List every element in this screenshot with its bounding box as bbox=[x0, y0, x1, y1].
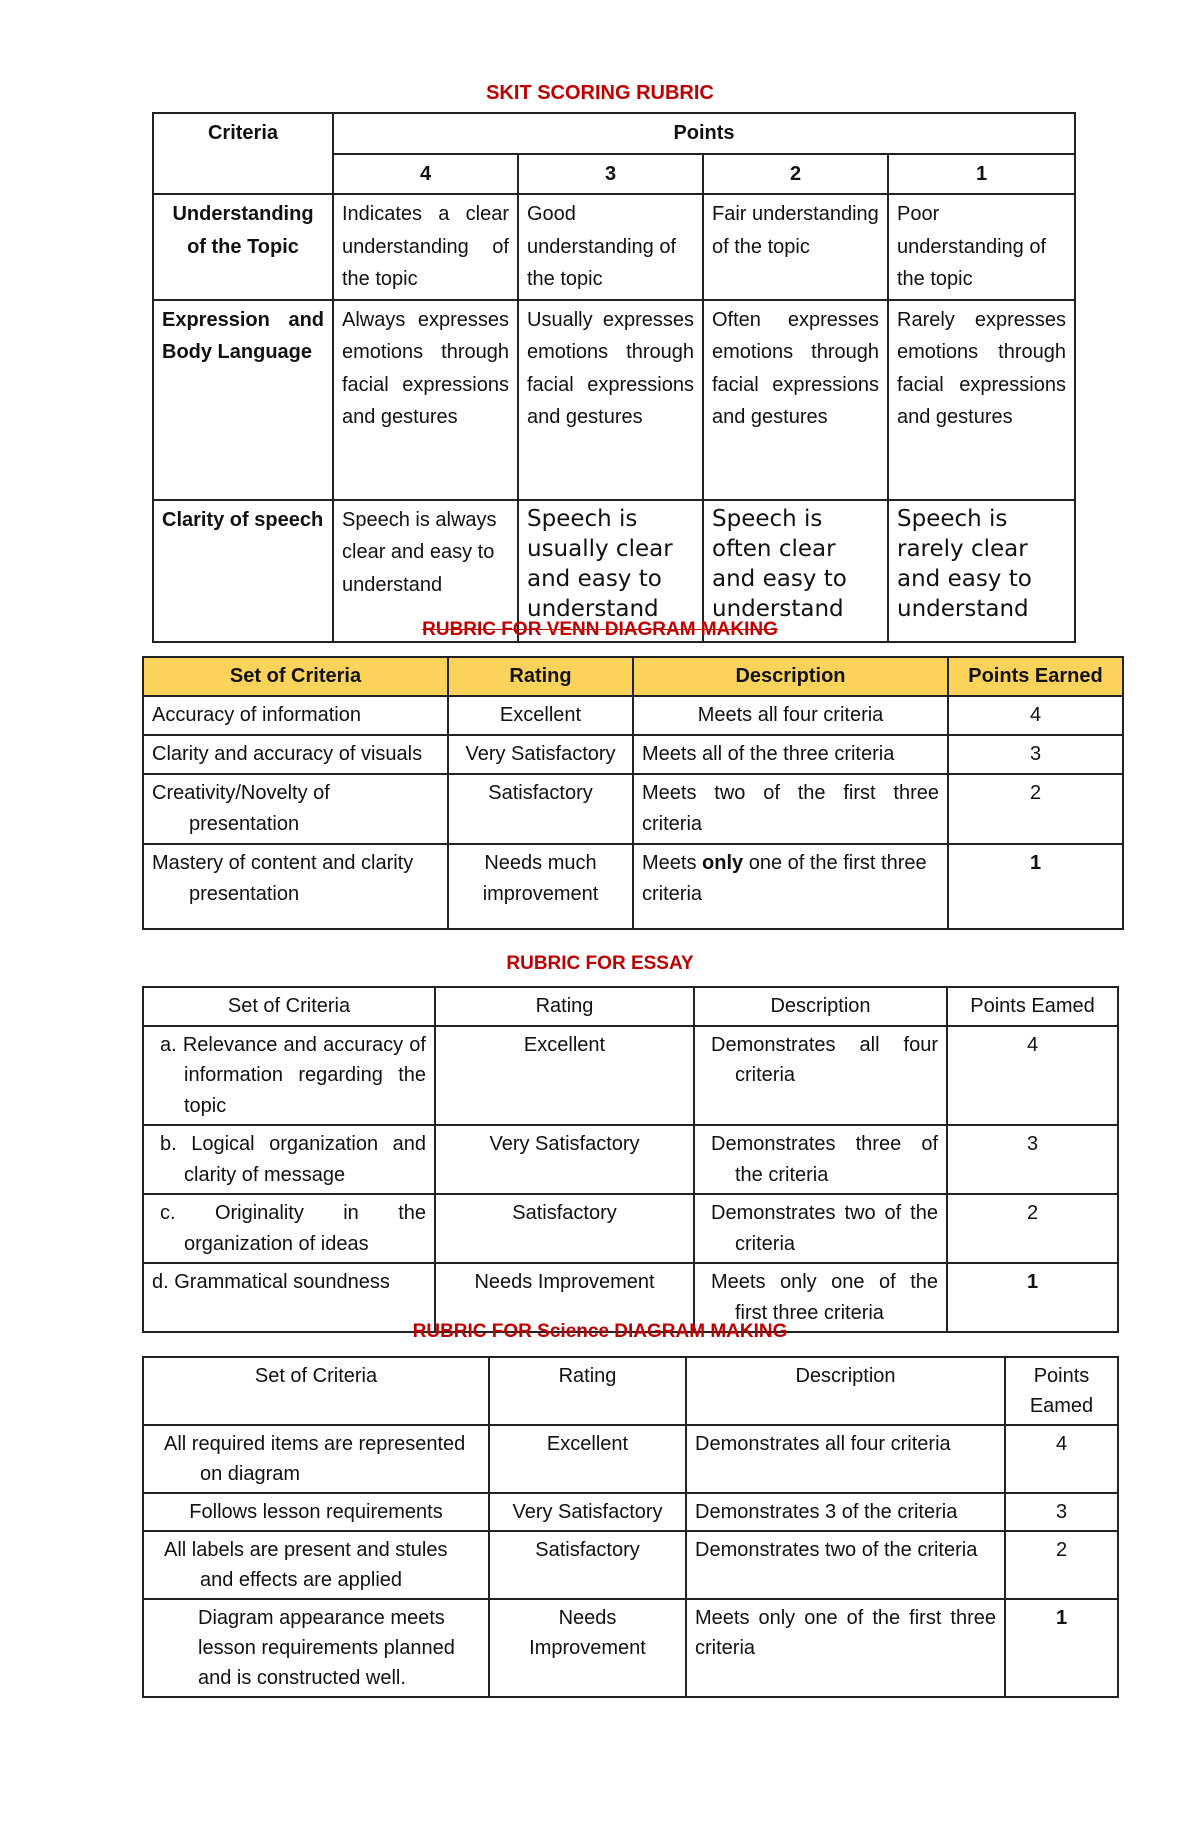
criteria-cell: a. Relevance and accuracy of information regarding the topic bbox=[143, 1026, 435, 1126]
description-cell: Demonstrates all four criteria bbox=[694, 1026, 947, 1126]
criteria-header: Criteria bbox=[153, 113, 333, 194]
description-emphasis: only bbox=[702, 852, 744, 874]
points-earned-header: Points Earned bbox=[948, 657, 1123, 696]
description-cell: Demonstrates three of the criteria bbox=[694, 1125, 947, 1194]
rating-cell: Excellent bbox=[489, 1425, 686, 1493]
criteria-cell: Mastery of content and clarity presentation bbox=[143, 844, 448, 929]
score-4-cell: Indicates a clear understanding of the topic bbox=[333, 194, 518, 300]
score-4-cell: Always expresses emotions through facial expressions and gestures bbox=[333, 300, 518, 500]
description-cell: Meets all of the three criteria bbox=[633, 735, 948, 774]
points-cell: 3 bbox=[948, 735, 1123, 774]
table-row bbox=[143, 1531, 1118, 1599]
table-row bbox=[143, 1425, 1118, 1493]
criteria-cell: All required items are represented on diagram bbox=[143, 1425, 489, 1493]
points-3-header: 3 bbox=[518, 154, 703, 195]
points-earned-header: Points Eamed bbox=[1005, 1357, 1118, 1425]
description-cell: Meets only one of the first three criteria bbox=[694, 1263, 947, 1332]
points-cell: 4 bbox=[1005, 1425, 1118, 1493]
criteria-cell: Creativity/Novelty of presentation bbox=[143, 774, 448, 844]
description-cell: Meets all four criteria bbox=[633, 696, 948, 735]
rating-cell: Needs Improvement bbox=[435, 1263, 694, 1332]
rating-cell: Satisfactory bbox=[448, 774, 633, 844]
skit-rubric-title: SKIT SCORING RUBRIC bbox=[486, 82, 714, 104]
table-row bbox=[153, 194, 1075, 300]
criteria-cell: Clarity and accuracy of visuals bbox=[143, 735, 448, 774]
table-row bbox=[153, 300, 1075, 500]
rating-header: Rating bbox=[448, 657, 633, 696]
points-cell: 4 bbox=[947, 1026, 1118, 1126]
venn-rubric-title: RUBRIC FOR VENN DIAGRAM MAKING bbox=[422, 619, 778, 640]
description-cell: Meets only one of the first three criteria bbox=[686, 1599, 1005, 1697]
points-4-header: 4 bbox=[333, 154, 518, 195]
score-2-cell: Speech is often clear and easy to understand bbox=[703, 500, 888, 642]
essay-header-row bbox=[143, 987, 1118, 1026]
skit-header-row bbox=[153, 113, 1075, 154]
score-2-cell: Often expresses emotions through facial expressions and gestures bbox=[703, 300, 888, 500]
description-header: Description bbox=[686, 1357, 1005, 1425]
set-of-criteria-header: Set of Criteria bbox=[143, 1357, 489, 1425]
table-row bbox=[143, 735, 1123, 774]
venn-header-row bbox=[143, 657, 1123, 696]
rating-cell: Needs much improvement bbox=[448, 844, 633, 929]
points-cell: 4 bbox=[948, 696, 1123, 735]
points-cell: 2 bbox=[947, 1194, 1118, 1263]
score-4-cell: Speech is always clear and easy to understand bbox=[333, 500, 518, 642]
criteria-cell: Clarity of speech bbox=[153, 500, 333, 642]
criteria-cell: All labels are present and stules and effects are applied bbox=[143, 1531, 489, 1599]
table-row bbox=[143, 1194, 1118, 1263]
rating-cell: Excellent bbox=[448, 696, 633, 735]
criteria-cell: Diagram appearance meets lesson requirements planned and is constructed well. bbox=[143, 1599, 489, 1697]
criteria-cell: Understanding of the Topic bbox=[153, 194, 333, 300]
description-text: Meets bbox=[642, 852, 703, 874]
points-1-header: 1 bbox=[888, 154, 1075, 195]
criteria-cell: Follows lesson requirements bbox=[143, 1493, 489, 1531]
criteria-cell: d. Grammatical soundness bbox=[143, 1263, 435, 1332]
essay-rubric-table bbox=[142, 986, 1119, 1333]
description-cell: Demonstrates two of the criteria bbox=[686, 1531, 1005, 1599]
rating-cell: Very Satisfactory bbox=[489, 1493, 686, 1531]
rating-cell: Satisfactory bbox=[489, 1531, 686, 1599]
points-header: Points bbox=[333, 113, 1075, 154]
set-of-criteria-header: Set of Criteria bbox=[143, 987, 435, 1026]
points-cell: 1 bbox=[948, 844, 1123, 929]
description-cell: Demonstrates all four criteria bbox=[686, 1425, 1005, 1493]
points-cell: 1 bbox=[947, 1263, 1118, 1332]
rating-header: Rating bbox=[435, 987, 694, 1026]
points-cell: 1 bbox=[1005, 1599, 1118, 1697]
score-3-cell: Speech is usually clear and easy to understand bbox=[518, 500, 703, 642]
essay-rubric-title: RUBRIC FOR ESSAY bbox=[506, 953, 694, 974]
points-2-header: 2 bbox=[703, 154, 888, 195]
score-3-cell: Good understanding of the topic bbox=[518, 194, 703, 300]
rating-cell: Satisfactory bbox=[435, 1194, 694, 1263]
table-row bbox=[143, 696, 1123, 735]
description-header: Description bbox=[633, 657, 948, 696]
rating-cell: Very Satisfactory bbox=[435, 1125, 694, 1194]
table-row bbox=[143, 774, 1123, 844]
description-header: Description bbox=[694, 987, 947, 1026]
table-row bbox=[143, 844, 1123, 929]
points-cell: 2 bbox=[1005, 1531, 1118, 1599]
points-earned-header: Points Eamed bbox=[947, 987, 1118, 1026]
rating-cell: Needs Improvement bbox=[489, 1599, 686, 1697]
science-header-row bbox=[143, 1357, 1118, 1425]
criteria-cell: Accuracy of information bbox=[143, 696, 448, 735]
table-row bbox=[143, 1599, 1118, 1697]
points-cell: 3 bbox=[947, 1125, 1118, 1194]
description-cell: Meets two of the first three criteria bbox=[633, 774, 948, 844]
rating-header: Rating bbox=[489, 1357, 686, 1425]
table-row bbox=[143, 1026, 1118, 1126]
score-1-cell: Rarely expresses emotions through facial expressions and gestures bbox=[888, 300, 1075, 500]
score-3-cell: Usually expresses emotions through facial expressions and gestures bbox=[518, 300, 703, 500]
criteria-cell: b. Logical organization and clarity of message bbox=[143, 1125, 435, 1194]
criteria-cell: c. Originality in the organization of ideas bbox=[143, 1194, 435, 1263]
science-rubric-title: RUBRIC FOR Science DIAGRAM MAKING bbox=[412, 1321, 788, 1342]
venn-rubric-table bbox=[142, 656, 1124, 930]
score-1-cell: Speech is rarely clear and easy to understand bbox=[888, 500, 1075, 642]
description-cell: Demonstrates 3 of the criteria bbox=[686, 1493, 1005, 1531]
rating-cell: Excellent bbox=[435, 1026, 694, 1126]
score-1-cell: Poor understanding of the topic bbox=[888, 194, 1075, 300]
description-cell bbox=[633, 844, 948, 929]
table-row bbox=[143, 1493, 1118, 1531]
set-of-criteria-header: Set of Criteria bbox=[143, 657, 448, 696]
description-cell: Demonstrates two of the criteria bbox=[694, 1194, 947, 1263]
score-2-cell: Fair understanding of the topic bbox=[703, 194, 888, 300]
science-rubric-table bbox=[142, 1356, 1119, 1698]
points-cell: 3 bbox=[1005, 1493, 1118, 1531]
description-text: one of the first three criteria bbox=[642, 852, 927, 905]
table-row bbox=[143, 1125, 1118, 1194]
skit-rubric-table bbox=[152, 112, 1076, 643]
rating-cell: Very Satisfactory bbox=[448, 735, 633, 774]
points-cell: 2 bbox=[948, 774, 1123, 844]
criteria-cell: Expression and Body Language bbox=[153, 300, 333, 500]
